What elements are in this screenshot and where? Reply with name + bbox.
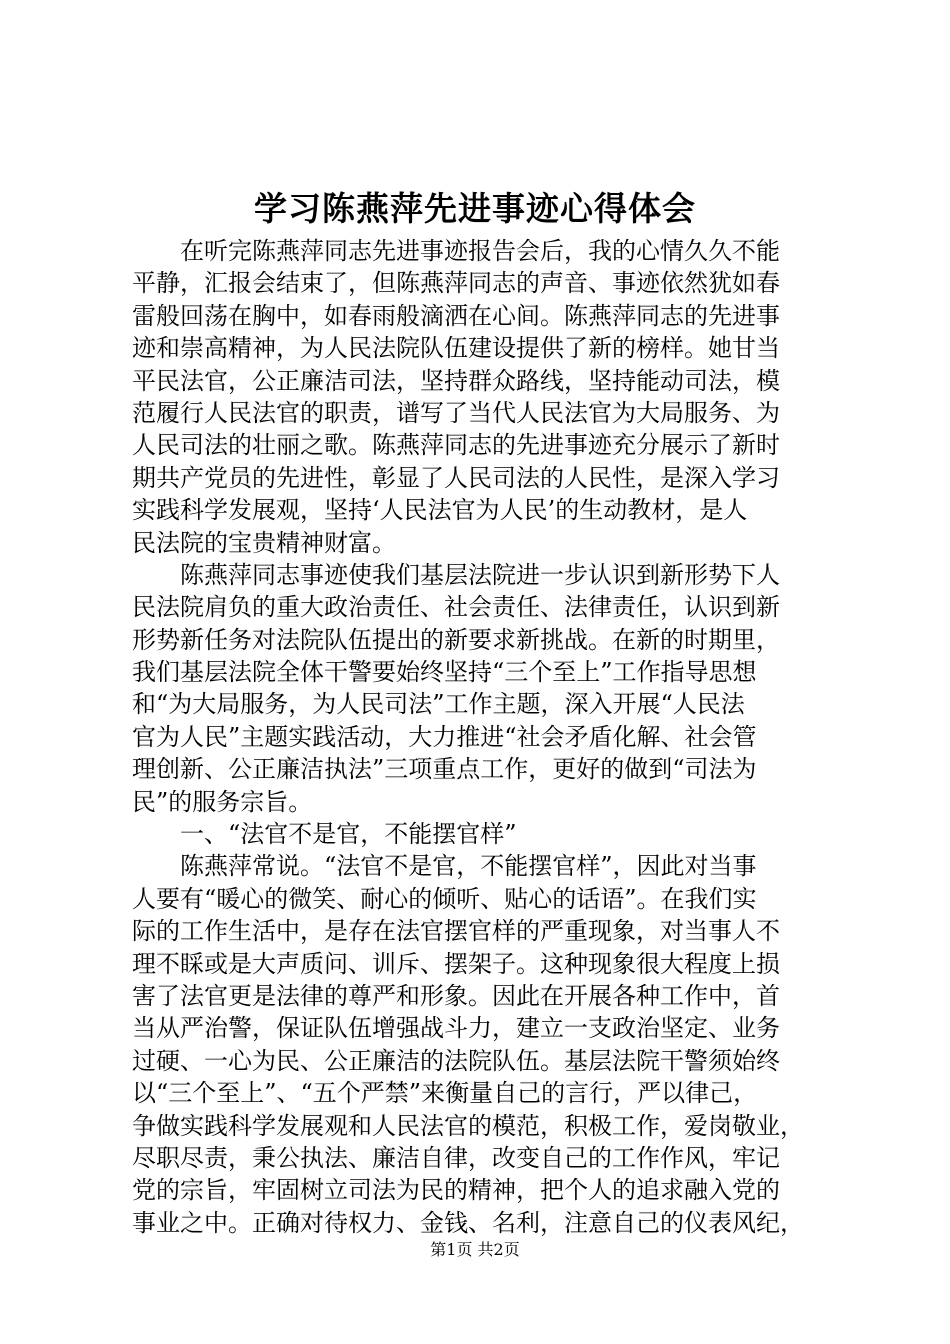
body-line: 人要有“暖心的微笑、耐心的倾听、贴心的话语”。在我们实 <box>132 884 757 913</box>
body-line: 民法院肩负的重大政治责任、社会责任、法律责任，认识到新 <box>132 593 780 622</box>
body-line: 范履行人民法官的职责，谱写了当代人民法官为大局服务、为 <box>132 398 780 427</box>
body-line: 过硬、一心为民、公正廉洁的法院队伍。基层法院干警须始终 <box>132 1046 780 1075</box>
body-line: 尽职尽责，秉公执法、廉洁自律，改变自己的工作作风，牢记 <box>132 1143 780 1172</box>
body-line: 际的工作生活中，是存在法官摆官样的严重现象，对当事人不 <box>132 917 780 946</box>
body-line: 实践科学发展观，坚持‘人民法官为人民’的生动教材，是人 <box>132 496 748 525</box>
body-line: 期共产党员的先进性，彰显了人民司法的人民性，是深入学习 <box>132 463 780 492</box>
body-line: 党的宗旨，牢固树立司法为民的精神，把个人的追求融入党的 <box>132 1176 780 1205</box>
body-line: 陈燕萍同志事迹使我们基层法院进一步认识到新形势下人 <box>180 560 780 589</box>
body-line: 争做实践科学发展观和人民法官的模范，积极工作，爱岗敬业， <box>132 1111 804 1140</box>
body-line: 理不睬或是大声质问、训斥、摆架子。这种现象很大程度上损 <box>132 949 780 978</box>
body-line: 和“为大局服务，为人民司法”工作主题，深入开展“人民法 <box>132 690 745 719</box>
body-line: 平民法官，公正廉洁司法，坚持群众路线，坚持能动司法，模 <box>132 366 780 395</box>
document-title: 学习陈燕萍先进事迹心得体会 <box>254 189 696 228</box>
body-line: 在听完陈燕萍同志先进事迹报告会后，我的心情久久不能 <box>180 237 780 265</box>
body-line: 民法院的宝贵精神财富。 <box>132 528 396 557</box>
body-line: 官为人民”主题实践活动，大力推进“社会矛盾化解、社会管 <box>132 722 757 751</box>
body-line: 形势新任务对法院队伍提出的新要求新挑战。在新的时期里， <box>132 625 780 654</box>
body-line: 人民司法的壮丽之歌。陈燕萍同志的先进事迹充分展示了新时 <box>132 431 780 460</box>
body-line: 事业之中。正确对待权力、金钱、名利，注意自己的仪表风纪， <box>132 1208 804 1237</box>
body-line: 雷般回荡在胸中，如春雨般滴洒在心间。陈燕萍同志的先进事 <box>132 301 780 330</box>
body-line: 迹和崇高精神，为人民法院队伍建设提供了新的榜样。她甘当 <box>132 334 780 363</box>
body-line: 害了法官更是法律的尊严和形象。因此在开展各种工作中，首 <box>132 981 780 1010</box>
page-footer: 第1页 共2页 <box>430 1240 520 1259</box>
body-line: 平静，汇报会结束了，但陈燕萍同志的声音、事迹依然犹如春 <box>132 269 780 298</box>
document-body <box>132 235 832 1239</box>
body-line: 我们基层法院全体干警要始终坚持“三个至上”工作指导思想 <box>132 658 757 687</box>
body-line: 一、“法官不是官，不能摆官样” <box>180 820 517 849</box>
body-line: 以“三个至上”、“五个严禁”来衡量自己的言行，严以律己， <box>132 1079 758 1108</box>
body-line: 当从严治警，保证队伍增强战斗力，建立一支政治坚定、业务 <box>132 1014 780 1043</box>
body-line: 民”的服务宗旨。 <box>132 787 313 816</box>
body-line: 陈燕萍常说。“法官不是官，不能摆官样”，因此对当事 <box>180 852 757 881</box>
body-line: 理创新、公正廉洁执法”三项重点工作，更好的做到“司法为 <box>132 755 757 784</box>
